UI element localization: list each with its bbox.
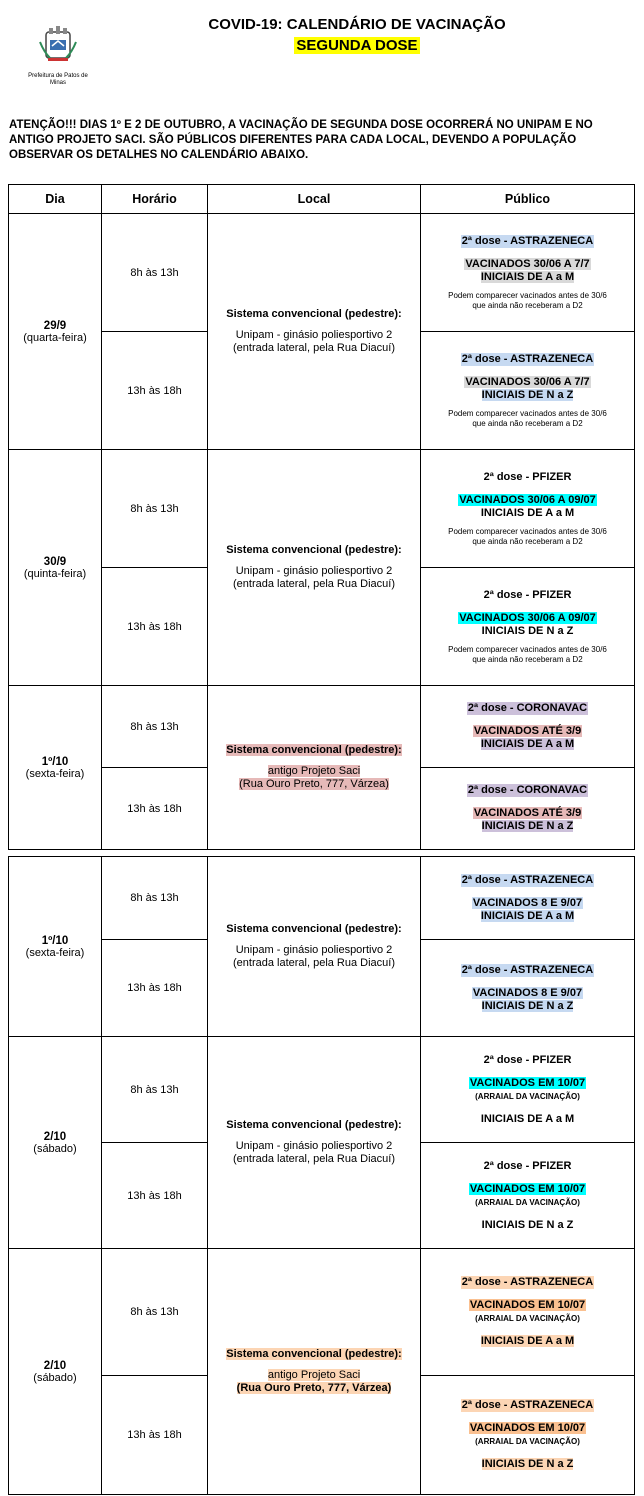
audience-cell: 2ª dose - ASTRAZENECA VACINADOS 30/06 A 7/7 INICIAIS DE A a M Podem comparecer vacinados antes de 30/6 que ainda não receberam a D2: [421, 214, 635, 332]
logo-caption: Prefeitura de Patos de Minas: [28, 73, 88, 86]
table-row: [9, 686, 635, 768]
location-cell: Sistema convencional (pedestre): Unipam - ginásio poliesportivo 2 (entrada lateral, pela Rua Diacuí): [208, 1037, 421, 1249]
audience-cell: 2ª dose - CORONAVAC VACINADOS ATÉ 3/9 INICIAIS DE A a M: [421, 686, 635, 768]
audience-cell: 2ª dose - ASTRAZENECA VACINADOS 8 E 9/07 INICIAIS DE A a M: [421, 857, 635, 940]
prefeitura-logo: [28, 22, 88, 87]
column-header-horario: Horário: [102, 185, 208, 214]
audience-cell: 2ª dose - PFIZER VACINADOS 30/06 A 09/07 INICIAIS DE N a Z Podem comparecer vacinados antes de 30/6 que ainda não receberam a D2: [421, 568, 635, 686]
day-cell: 1º/10 (sexta-feira): [9, 686, 102, 850]
time-cell: 8h às 13h: [102, 450, 208, 568]
day-cell: 2/10 (sábado): [9, 1249, 102, 1495]
audience-cell: 2ª dose - ASTRAZENECA VACINADOS 30/06 A 7/7 INICIAIS DE N a Z Podem comparecer vacinados antes de 30/6 que ainda não receberam a D2: [421, 332, 635, 450]
page-subtitle: SEGUNDA DOSE: [296, 37, 418, 54]
audience-cell: 2ª dose - ASTRAZENECA VACINADOS 8 E 9/07 INICIAIS DE N a Z: [421, 940, 635, 1037]
time-cell: 13h às 18h: [102, 332, 208, 450]
audience-cell: 2ª dose - CORONAVAC VACINADOS ATÉ 3/9 INICIAIS DE N a Z: [421, 768, 635, 850]
audience-cell: 2ª dose - ASTRAZENECA VACINADOS EM 10/07 (ARRAIAL DA VACINAÇÃO) INICIAIS DE A a M: [421, 1249, 635, 1376]
time-cell: 13h às 18h: [102, 1143, 208, 1249]
time-cell: 8h às 13h: [102, 857, 208, 940]
time-cell: 13h às 18h: [102, 1376, 208, 1495]
schedule-table-2: [8, 856, 635, 1495]
table-row: [9, 857, 635, 940]
time-cell: 8h às 13h: [102, 214, 208, 332]
audience-cell: 2ª dose - PFIZER VACINADOS EM 10/07 (ARRAIAL DA VACINAÇÃO) INICIAIS DE N a Z: [421, 1143, 635, 1249]
location-cell: Sistema convencional (pedestre): antigo Projeto Saci (Rua Ouro Preto, 777, Várzea): [208, 1249, 421, 1495]
table-row: [9, 1249, 635, 1376]
audience-cell: 2ª dose - PFIZER VACINADOS EM 10/07 (ARRAIAL DA VACINAÇÃO) INICIAIS DE A a M: [421, 1037, 635, 1143]
table-header-row: [9, 185, 635, 214]
time-cell: 8h às 13h: [102, 1249, 208, 1376]
day-cell: 1º/10 (sexta-feira): [9, 857, 102, 1037]
day-cell: 29/9 (quarta-feira): [9, 214, 102, 450]
audience-cell: 2ª dose - PFIZER VACINADOS 30/06 A 09/07 INICIAIS DE A a M Podem comparecer vacinados antes de 30/6 que ainda não receberam a D2: [421, 450, 635, 568]
column-header-publico: Público: [421, 185, 635, 214]
location-cell: Sistema convencional (pedestre): antigo Projeto Saci (Rua Ouro Preto, 777, Várzea): [208, 686, 421, 850]
audience-cell: 2ª dose - ASTRAZENECA VACINADOS EM 10/07 (ARRAIAL DA VACINAÇÃO) INICIAIS DE N a Z: [421, 1376, 635, 1495]
page-title: COVID-19: CALENDÁRIO DE VACINAÇÃO: [208, 16, 506, 33]
column-header-local: Local: [208, 185, 421, 214]
time-cell: 13h às 18h: [102, 768, 208, 850]
attention-notice: ATENÇÃO!!! DIAS 1º E 2 DE OUTUBRO, A VACINAÇÃO DE SEGUNDA DOSE OCORRERÁ NO UNIPAM E NO ANTIGO PROJETO SACI. SÃO PÚBLICOS DIFERENTES PARA CADA LOCAL, DEVENDO A POPULAÇÃO OBSERVAR OS DETALHES NO CALENDÁRIO ABAIXO.: [9, 119, 593, 161]
location-cell: Sistema convencional (pedestre): Unipam - ginásio poliesportivo 2 (entrada lateral, pela Rua Diacuí): [208, 450, 421, 686]
table-row: [9, 214, 635, 332]
time-cell: 13h às 18h: [102, 940, 208, 1037]
table-row: [9, 450, 635, 568]
location-cell: Sistema convencional (pedestre): Unipam - ginásio poliesportivo 2 (entrada lateral, pela Rua Diacuí): [208, 214, 421, 450]
time-cell: 8h às 13h: [102, 686, 208, 768]
location-cell: Sistema convencional (pedestre): Unipam - ginásio poliesportivo 2 (entrada lateral, pela Rua Diacuí): [208, 857, 421, 1037]
time-cell: 13h às 18h: [102, 568, 208, 686]
day-cell: 30/9 (quinta-feira): [9, 450, 102, 686]
column-header-dia: Dia: [9, 185, 102, 214]
time-cell: 8h às 13h: [102, 1037, 208, 1143]
day-cell: 2/10 (sábado): [9, 1037, 102, 1249]
coat-of-arms-icon: [36, 22, 80, 66]
table-row: [9, 1037, 635, 1143]
schedule-table-1: [8, 184, 635, 850]
